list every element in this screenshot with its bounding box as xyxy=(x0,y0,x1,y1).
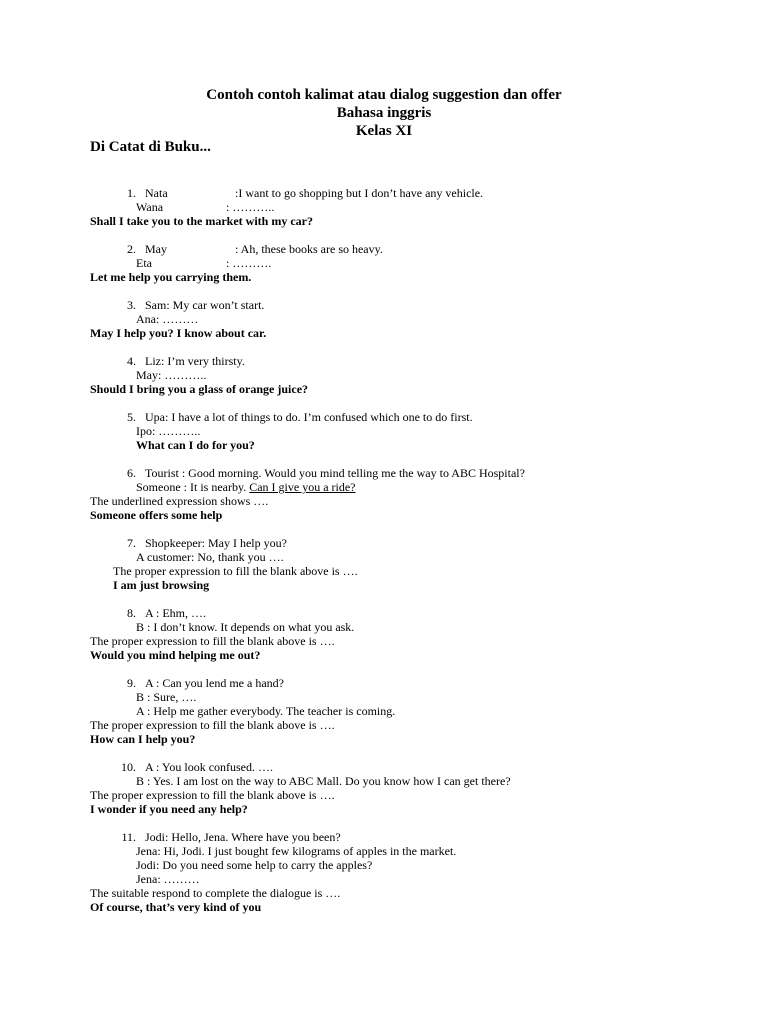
item-number: 10. xyxy=(121,760,136,774)
exercise-item-6 xyxy=(90,466,690,522)
exercise-item-4 xyxy=(90,354,690,396)
exercise-item-10 xyxy=(90,760,690,816)
dialog-line: Upa: I have a lot of things to do. I’m confused which one to do first. xyxy=(145,410,473,424)
question-text: The proper expression to fill the blank above is …. xyxy=(90,634,335,648)
underlined-expression: Can I give you a ride? xyxy=(249,480,356,494)
item-number: 9. xyxy=(127,676,136,690)
item-number: 8. xyxy=(127,606,136,620)
exercise-item-11 xyxy=(90,830,690,914)
answer-text: Would you mind helping me out? xyxy=(90,648,261,662)
item-number: 6. xyxy=(127,466,136,480)
title-line-1: Contoh contoh kalimat atau dialog suggestion dan offer xyxy=(206,87,562,103)
dialog-line: B : Sure, …. xyxy=(136,690,197,704)
answer-text: Shall I take you to the market with my car? xyxy=(90,214,313,228)
speaker-name: May xyxy=(145,242,167,256)
dialog-line: Ipo: ……….. xyxy=(136,424,201,438)
item-number: 1. xyxy=(127,186,136,200)
exercise-item-1 xyxy=(90,186,690,228)
dialog-line: Ana: ……… xyxy=(136,312,199,326)
dialog-line: Jodi: Hello, Jena. Where have you been? xyxy=(145,830,341,844)
document-header xyxy=(0,86,768,140)
dialog-line: : ……….. xyxy=(226,200,275,214)
dialog-line: B : I don’t know. It depends on what you ask. xyxy=(136,620,355,634)
exercise-item-5 xyxy=(90,410,690,452)
title-line-2: Bahasa inggris xyxy=(336,105,432,121)
answer-text: Should I bring you a glass of orange juice? xyxy=(90,382,309,396)
dialog-line: B : Yes. I am lost on the way to ABC Mall. Do you know how I can get there? xyxy=(136,774,511,788)
answer-text: I wonder if you need any help? xyxy=(90,802,248,816)
answer-text: I am just browsing xyxy=(113,578,210,592)
dialog-line: :I want to go shopping but I don’t have any vehicle. xyxy=(235,186,484,200)
question-text: The proper expression to fill the blank above is …. xyxy=(90,788,335,802)
note-heading: Di Catat di Buku... xyxy=(90,139,211,155)
item-number: 5. xyxy=(127,410,136,424)
dialog-line: Jena: Hi, Jodi. I just bought few kilograms of apples in the market. xyxy=(136,844,457,858)
question-text: The proper expression to fill the blank above is …. xyxy=(113,564,358,578)
answer-text: Of course, that’s very kind of you xyxy=(90,900,262,914)
item-number: 7. xyxy=(127,536,136,550)
answer-text: What can I do for you? xyxy=(136,438,255,452)
question-text: The suitable respond to complete the dialogue is …. xyxy=(90,886,341,900)
exercise-list xyxy=(90,186,690,928)
dialog-line: Jodi: Do you need some help to carry the apples? xyxy=(136,858,373,872)
answer-text: How can I help you? xyxy=(90,732,196,746)
dialog-line: A : Ehm, …. xyxy=(145,606,207,620)
exercise-item-2 xyxy=(90,242,690,284)
dialog-line: A : Can you lend me a hand? xyxy=(145,676,284,690)
dialog-line: Sam: My car won’t start. xyxy=(145,298,265,312)
answer-text: Let me help you carrying them. xyxy=(90,270,252,284)
speaker-name: Eta xyxy=(136,256,152,270)
dialog-line: Someone : It is nearby. xyxy=(136,480,250,494)
dialog-line: : ………. xyxy=(226,256,272,270)
title-line-3: Kelas XI xyxy=(355,123,413,139)
dialog-line: Shopkeeper: May I help you? xyxy=(145,536,287,550)
dialog-line: May: ……….. xyxy=(136,368,207,382)
item-number: 3. xyxy=(127,298,136,312)
exercise-item-9 xyxy=(90,676,690,746)
exercise-item-8 xyxy=(90,606,690,662)
dialog-line: A customer: No, thank you …. xyxy=(136,550,284,564)
answer-text: May I help you? I know about car. xyxy=(90,326,267,340)
question-text: The proper expression to fill the blank above is …. xyxy=(90,718,335,732)
exercise-item-3 xyxy=(90,298,690,340)
dialog-line: Liz: I’m very thirsty. xyxy=(145,354,245,368)
item-number: 4. xyxy=(127,354,136,368)
answer-text: Someone offers some help xyxy=(90,508,223,522)
item-number: 2. xyxy=(127,242,136,256)
dialog-line: Tourist : Good morning. Would you mind telling me the way to ABC Hospital? xyxy=(145,466,525,480)
speaker-name: Nata xyxy=(145,186,168,200)
question-text: The underlined expression shows …. xyxy=(90,494,269,508)
dialog-line: A : You look confused. …. xyxy=(145,760,274,774)
speaker-name: Wana xyxy=(136,200,164,214)
item-number: 11. xyxy=(121,830,136,844)
exercise-item-7 xyxy=(90,536,690,592)
dialog-line: : Ah, these books are so heavy. xyxy=(235,242,383,256)
dialog-line: A : Help me gather everybody. The teacher is coming. xyxy=(136,704,396,718)
dialog-line: Jena: ……… xyxy=(136,872,200,886)
